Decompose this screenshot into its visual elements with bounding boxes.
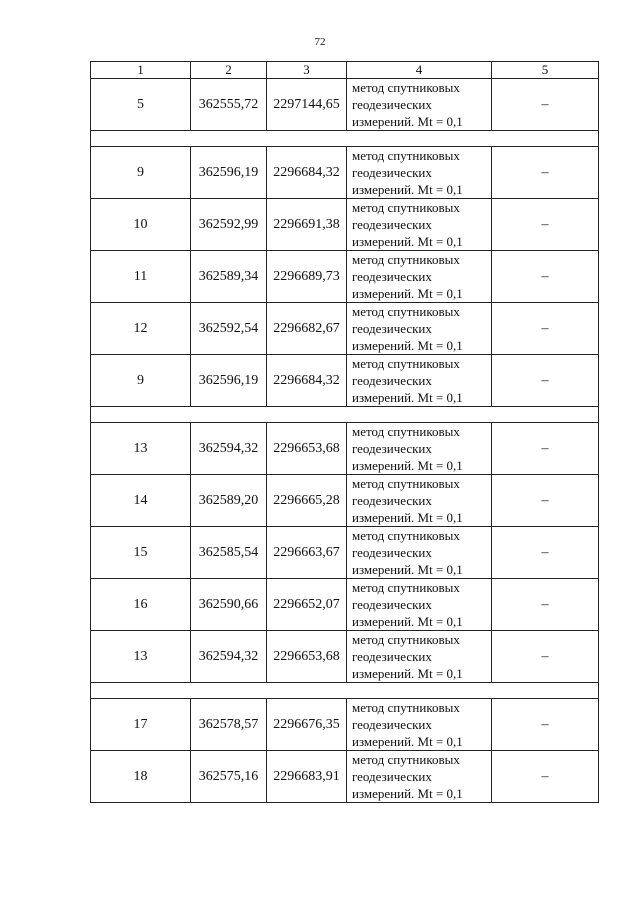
- coordinates-table: [90, 61, 599, 803]
- point-number-cell: 5: [91, 79, 191, 131]
- table-row: [91, 355, 599, 407]
- method-cell: метод спутниковых геодезических измерений. Mt = 0,1: [347, 199, 492, 251]
- y-coordinate-cell: 2296653,68: [267, 423, 347, 475]
- accuracy-cell: –: [492, 751, 599, 803]
- point-number-cell: 14: [91, 475, 191, 527]
- table-row: [91, 751, 599, 803]
- accuracy-cell: –: [492, 631, 599, 683]
- header-cell: 1: [91, 62, 191, 79]
- x-coordinate-cell: 362578,57: [191, 699, 267, 751]
- y-coordinate-cell: 2296689,73: [267, 251, 347, 303]
- point-number-cell: 11: [91, 251, 191, 303]
- table-row: [91, 251, 599, 303]
- header-cell: 4: [347, 62, 492, 79]
- table-row: [91, 579, 599, 631]
- y-coordinate-cell: 2297144,65: [267, 79, 347, 131]
- table-row: [91, 699, 599, 751]
- separator-cell: [91, 131, 599, 147]
- page-number: 72: [314, 36, 326, 48]
- table-row: [91, 527, 599, 579]
- point-number-cell: 17: [91, 699, 191, 751]
- method-cell: метод спутниковых геодезических измерений. Mt = 0,1: [347, 79, 492, 131]
- point-number-cell: 16: [91, 579, 191, 631]
- method-cell: метод спутниковых геодезических измерений. Mt = 0,1: [347, 475, 492, 527]
- point-number-cell: 18: [91, 751, 191, 803]
- x-coordinate-cell: 362594,32: [191, 423, 267, 475]
- y-coordinate-cell: 2296653,68: [267, 631, 347, 683]
- method-cell: метод спутниковых геодезических измерений. Mt = 0,1: [347, 303, 492, 355]
- table-row: [91, 475, 599, 527]
- x-coordinate-cell: 362596,19: [191, 147, 267, 199]
- header-cell: 5: [492, 62, 599, 79]
- method-cell: метод спутниковых геодезических измерений. Mt = 0,1: [347, 527, 492, 579]
- x-coordinate-cell: 362555,72: [191, 79, 267, 131]
- method-cell: метод спутниковых геодезических измерений. Mt = 0,1: [347, 251, 492, 303]
- accuracy-cell: –: [492, 303, 599, 355]
- point-number-cell: 15: [91, 527, 191, 579]
- accuracy-cell: –: [492, 251, 599, 303]
- x-coordinate-cell: 362592,99: [191, 199, 267, 251]
- point-number-cell: 9: [91, 147, 191, 199]
- y-coordinate-cell: 2296682,67: [267, 303, 347, 355]
- accuracy-cell: –: [492, 355, 599, 407]
- y-coordinate-cell: 2296676,35: [267, 699, 347, 751]
- table-row: [91, 631, 599, 683]
- accuracy-cell: –: [492, 147, 599, 199]
- point-number-cell: 10: [91, 199, 191, 251]
- method-cell: метод спутниковых геодезических измерений. Mt = 0,1: [347, 751, 492, 803]
- y-coordinate-cell: 2296684,32: [267, 355, 347, 407]
- separator-cell: [91, 683, 599, 699]
- accuracy-cell: –: [492, 79, 599, 131]
- point-number-cell: 13: [91, 423, 191, 475]
- y-coordinate-cell: 2296683,91: [267, 751, 347, 803]
- table-row: [91, 147, 599, 199]
- method-cell: метод спутниковых геодезических измерений. Mt = 0,1: [347, 699, 492, 751]
- method-cell: метод спутниковых геодезических измерений. Mt = 0,1: [347, 147, 492, 199]
- table-row: [91, 303, 599, 355]
- x-coordinate-cell: 362589,20: [191, 475, 267, 527]
- method-cell: метод спутниковых геодезических измерений. Mt = 0,1: [347, 631, 492, 683]
- separator-row: [91, 683, 599, 699]
- x-coordinate-cell: 362590,66: [191, 579, 267, 631]
- point-number-cell: 9: [91, 355, 191, 407]
- accuracy-cell: –: [492, 699, 599, 751]
- separator-cell: [91, 407, 599, 423]
- method-cell: метод спутниковых геодезических измерений. Mt = 0,1: [347, 579, 492, 631]
- header-cell: 2: [191, 62, 267, 79]
- y-coordinate-cell: 2296665,28: [267, 475, 347, 527]
- method-cell: метод спутниковых геодезических измерений. Mt = 0,1: [347, 423, 492, 475]
- y-coordinate-cell: 2296684,32: [267, 147, 347, 199]
- point-number-cell: 12: [91, 303, 191, 355]
- table-row: [91, 79, 599, 131]
- separator-row: [91, 407, 599, 423]
- table-row: [91, 423, 599, 475]
- table-row: [91, 199, 599, 251]
- x-coordinate-cell: 362589,34: [191, 251, 267, 303]
- x-coordinate-cell: 362596,19: [191, 355, 267, 407]
- y-coordinate-cell: 2296691,38: [267, 199, 347, 251]
- separator-row: [91, 131, 599, 147]
- y-coordinate-cell: 2296652,07: [267, 579, 347, 631]
- x-coordinate-cell: 362575,16: [191, 751, 267, 803]
- x-coordinate-cell: 362592,54: [191, 303, 267, 355]
- accuracy-cell: –: [492, 579, 599, 631]
- header-cell: 3: [267, 62, 347, 79]
- accuracy-cell: –: [492, 423, 599, 475]
- table-header-row: [91, 62, 599, 79]
- y-coordinate-cell: 2296663,67: [267, 527, 347, 579]
- point-number-cell: 13: [91, 631, 191, 683]
- accuracy-cell: –: [492, 527, 599, 579]
- accuracy-cell: –: [492, 475, 599, 527]
- accuracy-cell: –: [492, 199, 599, 251]
- x-coordinate-cell: 362585,54: [191, 527, 267, 579]
- method-cell: метод спутниковых геодезических измерений. Mt = 0,1: [347, 355, 492, 407]
- x-coordinate-cell: 362594,32: [191, 631, 267, 683]
